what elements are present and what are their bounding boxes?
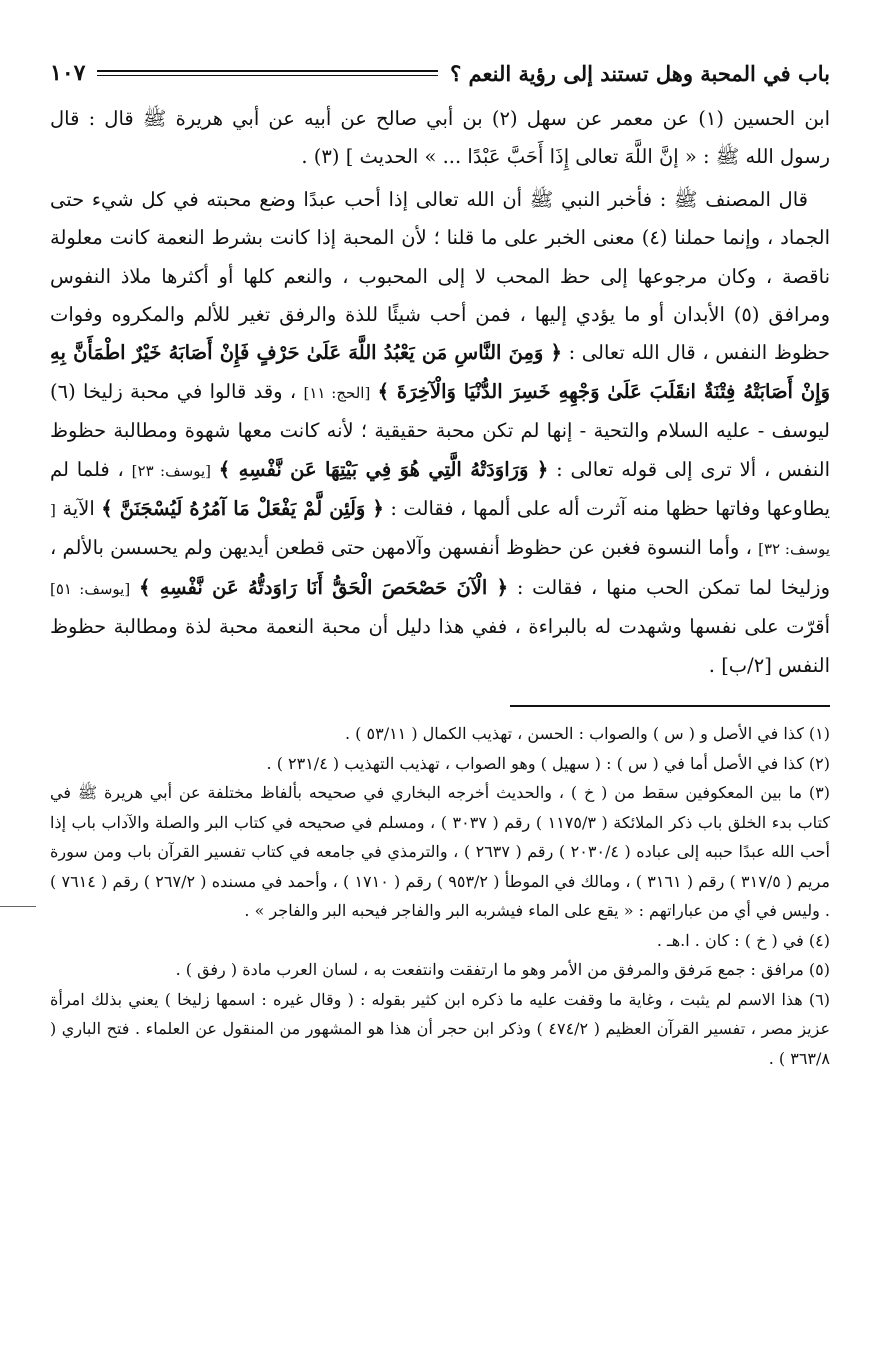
- quran-verse: ﴿ الْآنَ حَصْحَصَ الْحَقُّ أَنَا رَاوَدتُّهُ عَن نَّفْسِهِ ﴾: [138, 575, 509, 599]
- main-text: [50, 100, 830, 685]
- footnote-1: (١) كذا في الأصل و ( س ) والصواب : الحسن ، تهذيب الكمال ( ٥٣/١١ ) .: [345, 724, 830, 744]
- page-number: ١٠٧: [50, 60, 86, 86]
- footnote-separator: [510, 705, 830, 707]
- margin-mark: [0, 906, 36, 907]
- chapter-title: باب في المحبة وهل تستند إلى رؤية النعم ؟: [450, 60, 830, 86]
- footnote-5: (٥) مرافق : جمع مَرفق والمرفق من الأمر وهو ما ارتفقت وانتفعت به ، لسان العرب مادة ( رفق ) .: [175, 960, 830, 980]
- verse-reference: [يوسف: ٥١]: [50, 579, 131, 598]
- footnote-4: (٤) في ( خ ) : كان . ا.هـ .: [656, 930, 830, 950]
- paragraph-commentary: [50, 181, 830, 685]
- footnote-6: (٦) هذا الاسم لم يثبت ، وغاية ما وقفت عليه ما ذكره ابن كثير بقوله : ( وقال غيره : اسمها زليخا ) يعني بذلك امرأة عزيز مصر ، تفسير القرآن العظيم ( ٤٧٤/٢ ) وذكر ابن حجر أن هذا هو المشهور من المنقول عن العلماء . فتح الباري ( ٣٦٣/٨ ) .: [50, 989, 830, 1068]
- text-segment: قال المصنف ﷺ : فأخبر النبي ﷺ أن الله تعالى إذا أحب عبدًا وضع محبته في كل شيء حتى الجماد ، وإنما حملنا (٤) معنى الخبر على ما قلنا ؛ لأن المحبة إذا كانت بشرط النعمة كانت معلولة ناقصة ، وكان مرجوعها إلى حظ المحب لا إلى المحبوب ، والنعم كلها أو أكثرها ملاذ النفوس ومرافق (٥) الأبدان أو ما يؤدي إليها ، فمن أحب شيئًا للذة والرفق تغير للألم والمكروه وفوات حظوظ النفس ، قال الله تعالى :: [50, 187, 830, 365]
- footnote-3: (٣) ما بين المعكوفين سقط من ( خ ) ، والحديث أخرجه البخاري في صحيحه بألفاظ مختلفة عن أبي هريرة ﷺ في كتاب بدء الخلق باب ذكر الملائكة ( ١١٧٥/٣ ) رقم ( ٣٠٣٧ ) ، ومسلم في صحيحه في كتاب البر والصلة والآداب باب إذا أحب الله عبدًا حببه إلى عباده ( ٢٠٣٠/٤ ) رقم ( ٢٦٣٧ ) ، والترمذي في جامعه في كتاب تفسير القرآن باب ومن سورة مريم ( ٣١٧/٥ ) رقم ( ٣١٦١ ) ، ومالك في الموطأ ( ٩٥٣/٢ ) رقم ( ١٧١٠ ) ، وأحمد في مسنده ( ٢٦٧/٢ ) رقم ( ٧٦١٤ ) . وليس في أي من عباراتهم : « يقع على الماء فيشربه البر والفاجر فيحبه البر والفاجر » .: [50, 783, 831, 921]
- text-segment: ، وقد قالوا في محبة زليخا (٦) ليوسف - عليه السلام والتحية - إنها لم تكن محبة حقيقية ؛ لأنه كانت معها شهوة ومطالبة حظوظ النفس ، ألا ترى إلى قوله تعالى :: [50, 379, 831, 481]
- book-page: [50, 56, 830, 1073]
- text-segment: أقرّت على نفسها وشهدت له بالبراءة ، ففي هذا دليل أن محبة النعمة محبة لذة ومطالبة حظوظ النفس [٢/ب] .: [50, 615, 830, 677]
- text-segment: ، فلما لم يطاوعها وفاتها حظها منه آثرت أله على ألمها ، فقالت :: [50, 457, 831, 521]
- quran-verse: ﴿ وَرَاوَدَتْهُ الَّتِي هُوَ فِي بَيْتِهَا عَن نَّفْسِهِ ﴾: [218, 457, 549, 481]
- paragraph-isnad: ابن الحسين (١) عن معمر عن سهل (٢) بن أبي صالح عن أبيه عن أبي هريرة ﷺ قال : قال رسول الله ﷺ : « إنَّ اللَّهَ تعالى إِذَا أَحَبَّ عَبْدًا ... » الحديث ] (٣) .: [50, 107, 831, 169]
- text-segment: ، وأما النسوة فغبن عن حظوظ أنفسهن وآلامهن حتى قطعن أيديهن ولم يحسسن بالألم ، وزليخا لما تمكن الحب منها ، فقالت :: [50, 536, 830, 599]
- verse-reference: [الحج: ١١]: [303, 383, 371, 402]
- footnote-2: (٢) كذا في الأصل أما في ( س ) : ( سهيل ) وهو الصواب ، تهذيب التهذيب ( ٢٣١/٤ ) .: [266, 753, 830, 773]
- quran-verse: ﴿ وَلَئِن لَّمْ يَفْعَلْ مَا آمُرُهُ لَيُسْجَنَنَّ ﴾: [101, 497, 384, 521]
- verse-reference: [يوسف: ٢٣]: [131, 461, 211, 480]
- text-segment: الآية: [62, 497, 95, 521]
- running-header: [50, 56, 830, 90]
- verse-reference: [ يوسف: ٣٢]: [50, 501, 831, 559]
- quran-verse: ﴿ وَمِنَ النَّاسِ مَن يَعْبُدُ اللَّهَ عَلَىٰ حَرْفٍ فَإِنْ أَصَابَهُ خَيْرٌ اطْمَأَنَّ بِهِ وَإِنْ أَصَابَتْهُ فِتْنَةٌ انقَلَبَ عَلَىٰ وَجْهِهِ خَسِرَ الدُّنْيَا وَالْآخِرَةَ ﴾: [50, 341, 830, 403]
- header-rule: [97, 70, 438, 76]
- footnotes: [50, 719, 830, 1073]
